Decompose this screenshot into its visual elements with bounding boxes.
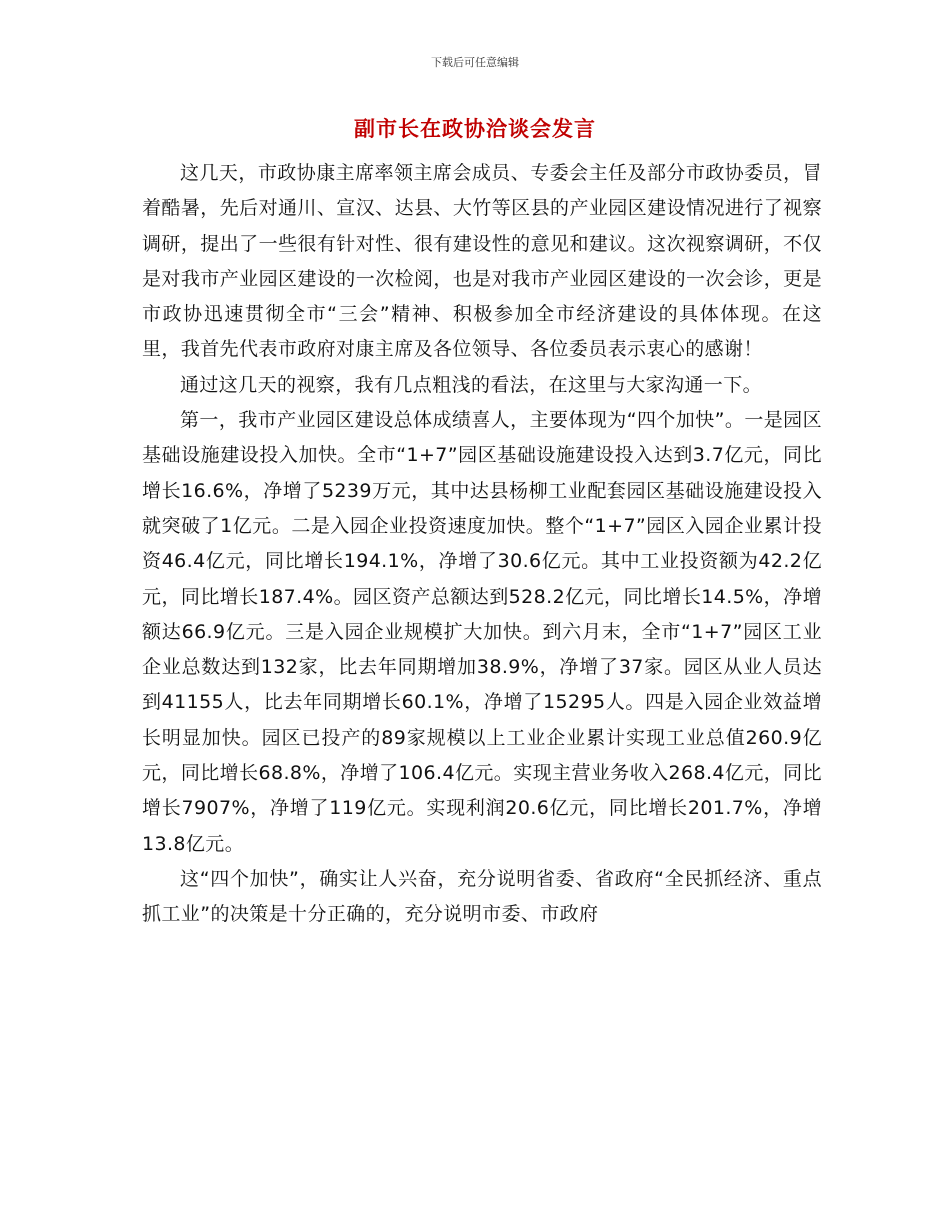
paragraph: 这几天，市政协康主席率领主席会成员、专委会主任及部分市政协委员，冒着酷暑，先后对通川、宣汉、达县、大竹等区县的产业园区建设情况进行了视察调研，提出了一些很有针对性、很有建设性的意见和建议。这次视察调研，不仅是对我市产业园区建设的一次检阅，也是对我市产业园区建设的一次会诊，更是市政协迅速贯彻全市“三会”精神、积极参加全市经济建设的具体体现。在这里，我首先代表市政府对康主席及各位领导、各位委员表示衷心的感谢！ [142,162,822,361]
paragraph: 通过这几天的视察，我有几点粗浅的看法，在这里与大家沟通一下。 [180,373,763,396]
header-note: 下载后可任意编辑 [431,56,519,69]
document-body [142,156,822,933]
paragraph: 这“四个加快”，确实让人兴奋，充分说明省委、省政府“全民抓经济、重点抓工业”的决策是十分正确的，充分说明市委、市政府 [142,867,822,926]
document-title: 副市长在政协洽谈会发言 [354,117,596,141]
paragraph: 第一，我市产业园区建设总体成绩喜人，主要体现为“四个加快”。一是园区基础设施建设投入加快。全市“1+7”园区基础设施建设投入达到3.7亿元，同比增长16.6%，净增了5239万元，其中达县杨柳工业配套园区基础设施建设投入就突破了1亿元。二是入园企业投资速度加快。整个“1+7”园区入园企业累计投资46.4亿元，同比增长194.1%，净增了30.6亿元。其中工业投资额为42.2亿元，同比增长187.4%。园区资产总额达到528.2亿元，同比增长14.5%，净增额达66.9亿元。三是入园企业规模扩大加快。到六月末，全市“1+7”园区工业企业总数达到132家，比去年同期增加38.9%，净增了37家。园区从业人员达到41155人，比去年同期增长60.1%，净增了15295人。四是入园企业效益增长明显加快。园区已投产的89家规模以上工业企业累计实现工业总值260.9亿元，同比增长68.8%，净增了106.4亿元。实现主营业务收入268.4亿元，同比增长7907%，净增了119亿元。实现利润20.6亿元，同比增长201.7%，净增13.8亿元。 [142,409,822,855]
